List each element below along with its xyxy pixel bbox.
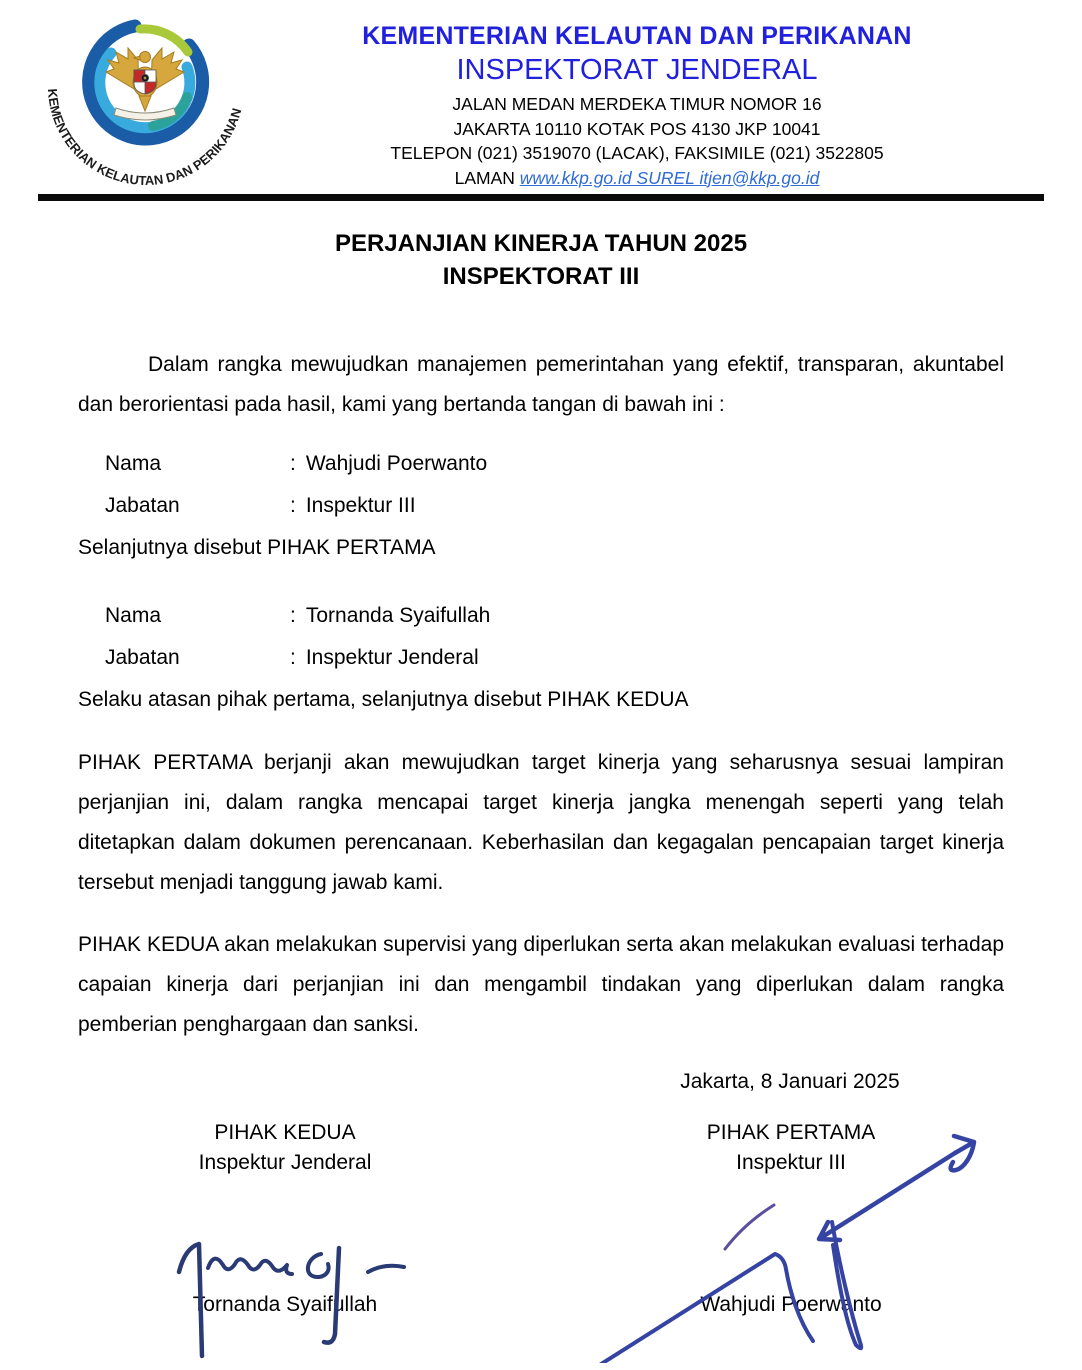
party-1-block <box>78 443 1004 569</box>
surel-label: SUREL <box>636 167 695 188</box>
signing-section <box>0 1060 1082 1370</box>
ministry-logo <box>40 12 252 196</box>
place-date: Jakarta, 8 Januari 2025 <box>680 1070 900 1093</box>
left-party-label: PIHAK KEDUA <box>214 1121 356 1144</box>
right-party-label: PIHAK PERTAMA <box>706 1121 876 1144</box>
field-value: Inspektur III <box>305 494 416 517</box>
field-separator: : <box>290 646 296 669</box>
contact-links <box>520 168 820 188</box>
title-line-1: PERJANJIAN KINERJA TAHUN 2025 <box>334 230 748 257</box>
right-role-label: Inspektur III <box>736 1151 846 1174</box>
intro-paragraph: Dalam rangka mewujudkan manajemen pemerintahan yang efektif, transparan, akuntabel dan berorientasi pada hasil, kami yang bertanda tangan di bawah ini : <box>78 353 1004 416</box>
address-line-2: JAKARTA 10110 KOTAK POS 4130 JKP 10041 <box>453 118 821 139</box>
field-label: Nama <box>105 604 162 627</box>
field-separator: : <box>290 452 296 475</box>
directorate-name: INSPEKTORAT JENDERAL <box>456 54 818 86</box>
party-2-closing: Selaku atasan pihak pertama, selanjutnya disebut PIHAK KEDUA <box>78 688 689 711</box>
left-signatory-header <box>135 1118 435 1178</box>
address-line-1: JALAN MEDAN MERDEKA TIMUR NOMOR 16 <box>452 94 822 114</box>
field-label: Jabatan <box>105 494 180 517</box>
contact-line <box>248 166 1026 191</box>
email-link[interactable]: itjen@kkp.go.id <box>699 167 820 188</box>
ministry-name: KEMENTERIAN KELAUTAN DAN PERIKANAN <box>362 22 912 50</box>
field-row-jabatan-2 <box>105 637 1004 679</box>
field-row-nama-2 <box>105 595 1004 637</box>
letterhead <box>0 0 1082 194</box>
field-separator: : <box>290 494 296 517</box>
right-signatory-name: Wahjudi Poerwanto <box>700 1293 882 1316</box>
field-row-nama-1 <box>105 443 1004 485</box>
field-row-jabatan-1 <box>105 485 1004 527</box>
title-line-2: INSPEKTORAT III <box>442 263 640 290</box>
obligation-paragraph-1: PIHAK PERTAMA berjanji akan mewujudkan target kinerja yang seharusnya sesuai lampiran perjanjian ini, dalam rangka mencapai target kinerja jangka menengah seperti yang telah ditetapkan dalam dokumen perencanaan. Keberhasilan dan kegagalan pencapaian target kinerja tersebut menjadi tanggung jawab kami. <box>78 751 1004 894</box>
address-line-3: TELEPON (021) 3519070 (LACAK), FAKSIMILE (021) 3522805 <box>390 143 884 163</box>
logo-curved-text: KEMENTERIAN KELAUTAN DAN PERIKANAN <box>44 88 245 189</box>
field-value: Wahjudi Poerwanto <box>305 452 488 475</box>
obligation-paragraph-2: PIHAK KEDUA akan melakukan supervisi yang diperlukan serta akan melakukan evaluasi terhadap capaian kinerja dari perjanjian ini dan mengambil tindakan yang diperlukan dalam rangka pemberian penghargaan dan sanksi. <box>78 933 1004 1036</box>
address-block <box>248 92 1026 190</box>
field-value: Tornanda Syaifullah <box>305 604 491 627</box>
website-link[interactable]: www.kkp.go.id <box>519 167 632 188</box>
left-signatory-name: Tornanda Syaifullah <box>192 1293 378 1316</box>
right-signatory-header <box>641 1118 941 1178</box>
field-label: Jabatan <box>105 646 180 669</box>
party-2-block <box>78 595 1004 721</box>
field-value: Inspektur Jenderal <box>305 646 479 669</box>
laman-label: LAMAN <box>454 167 515 188</box>
party-1-closing: Selanjutnya disebut PIHAK PERTAMA <box>78 536 436 559</box>
field-label: Nama <box>105 452 162 475</box>
field-separator: : <box>290 604 296 627</box>
document-body <box>78 345 1004 1045</box>
letterhead-text <box>248 22 1026 190</box>
left-role-label: Inspektur Jenderal <box>198 1151 372 1174</box>
document-title <box>0 227 1082 293</box>
